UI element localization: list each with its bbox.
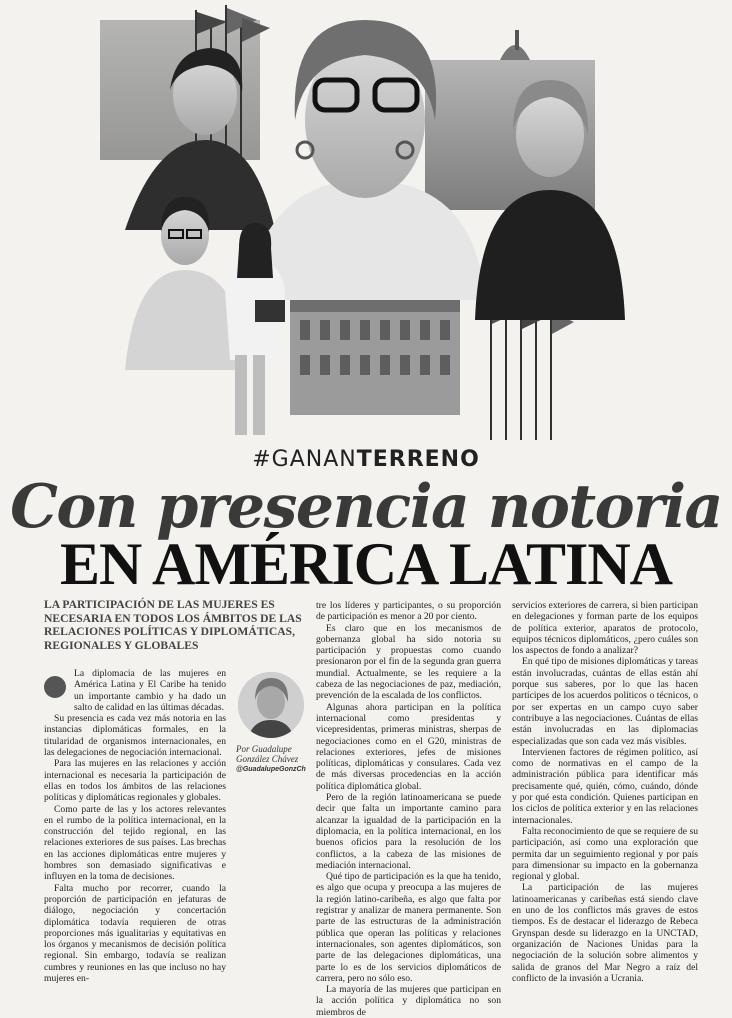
paragraph: Algunas ahora participan en la política internacional como presidentas y vicepresidentas, primeras ministras, sherpas de negociaciones como en el G20, ministras de relaciones exteriores, jefes de misiones políticas, diplomáticas y consulares. Cada vez de más diversas procedencias en la acción política diplomática global.	[316, 701, 501, 792]
paragraph: Qué tipo de participación es la que ha tenido, es algo que ocupa y preocupa a las mujeres de la región latino-caribeña, es algo que falta por registrar y analizar de manera permanente. Son parte de las estructuras de la administración pública que operan las políticas y relaciones internacionales, son agentes diplomáticos, son parte de las delegaciones diplomáticas, una parte lo es de los servicios diplomáticos de carrera, pero no sólo eso.	[316, 871, 501, 984]
paragraph: Su presencia es cada vez más notoria en las instancias diplomáticas formales, en la titularidad de organismos internacionales, en las delegaciones de negociación internacional.	[44, 713, 226, 759]
paragraph: tre los líderes y participantes, o su proporción de participación es menor a 20 por ciento.	[316, 600, 501, 623]
paragraph: Como parte de las y los actores relevantes en el rumbo de la política internacional, en la construcción del tejido regional, en las relaciones exteriores de sus países. Las brechas en las acciones diplomáticas entre mujeres y hombres son demasiado significativas e influyen en la toma de decisiones.	[44, 803, 226, 883]
article-column-1	[44, 668, 226, 984]
article-column-3	[512, 600, 698, 984]
photo-collage	[95, 0, 660, 440]
paragraph: Para las mujeres en las relaciones y acción internacional es necesaria la participación de ellas en todos los ámbitos de las relaciones políticas y diplomáticas regionales y globales.	[44, 758, 226, 804]
author-handle: @GuadalupeGonzCh	[236, 766, 306, 773]
author-by: Por Guadalupe	[236, 744, 292, 754]
headline-line-1: Con presencia notoria	[10, 472, 722, 542]
lead-paragraph: LA PARTICIPACIÓN DE LAS MUJERES ES NECESARIA EN TODOS LOS ÁMBITOS DE LAS RELACIONES POLÍTICAS Y DIPLOMÁTICAS, REGIONALES Y GLOBALES	[44, 598, 302, 652]
article-column-2	[316, 600, 501, 1018]
headline-line-2: EN AMÉRICA LATINA	[60, 531, 672, 597]
paragraph: La diplomacia de las mujeres en América Latina y El Caribe ha tenido un importante cambio y ha dado un salto de calidad en las últimas décadas.	[74, 668, 226, 713]
hashtag-prefix: #GANAN	[252, 447, 357, 472]
paragraph: En qué tipo de misiones diplomáticas y tareas están involucradas, cuántas de ellas están ahí porque sus saberes, por lo que las hacen partícipes de los acuerdos políticos o técnicos, o por ser expertas en un campo cuyo saber contribuye a las negociaciones. Cuántas de ellas están involucradas en las diplomacias especializadas que son cada vez más visibles.	[512, 656, 698, 747]
paragraph: Falta reconocimiento de que se requiere de su participación, así como una exploración que permita dar un seguimiento regional y por país para dimensionar su impacto en la gobernanza regional y global.	[512, 825, 698, 883]
paragraph: Falta mucho por recorrer, cuando la proporción de participación en jefaturas de diálogo, negociación y concertación diplomática todavía requieren de otras proporciones más igualitarias y equitativas en los órganos y mecanismos de decisión política regional. Sin embargo, todavía se realizan cumbres y reuniones en las que incluso no hay mujeres en-	[44, 882, 226, 985]
paragraph: servicios exteriores de carrera, si bien participan en delegaciones y forman parte de los equipos de política exterior, aparatos de protocolo, equipos técnicos diplomáticos, ¿pero cuáles son los aspectos de fondo a analizar?	[512, 600, 698, 657]
hashtag-word: TERRENO	[356, 447, 480, 472]
author-surname: González Chávez	[236, 754, 299, 764]
section-hashtag	[0, 447, 732, 472]
author-block	[232, 672, 310, 773]
paragraph: La participación de las mujeres latinoamericanas y caribeñas está siendo clave en uno de los conflictos más graves de estos tiempos. Es de destacar el liderazgo de Rebeca Grynspan desde su liderazgo en la UNCTAD, organización de Naciones Unidas para la negociación de la solución sobre alimentos y salida de granos del Mar Negro a raíz del conflicto de la invasión a Ucrania.	[512, 882, 698, 984]
author-photo	[238, 672, 304, 738]
paragraph: Intervienen factores de régimen político, así como de normativas en el campo de la administración pública para identificar más precisamente qué, quién, cómo, cuándo, dónde y por qué esta condición. Quienes participan en los ciclos de política exterior y en las relaciones internacionales.	[512, 746, 698, 826]
paragraph: Pero de la región latinoamericana se puede decir que falta un importante camino para alcanzar la igualdad de la participación en la diplomacia, en la política internacional, en los buenos oficios para la resolución de los conflictos, a la cabeza de las misiones de mediación internacional.	[316, 792, 501, 871]
paragraph: Es claro que en los mecanismos de gobernanza global ha sido notoria su participación y propuestas como cuando presionaron por el fin de la segunda gran guerra mundial. Actualmente, se les requiere a la cabeza de las negociaciones de paz, mediación, prevención de la escalada de los conflictos.	[316, 622, 501, 702]
paragraph: La mayoría de las mujeres que participan en la acción política y diplomática no son miembros de	[316, 984, 501, 1018]
author-name	[232, 744, 310, 764]
palace-building	[290, 300, 460, 415]
